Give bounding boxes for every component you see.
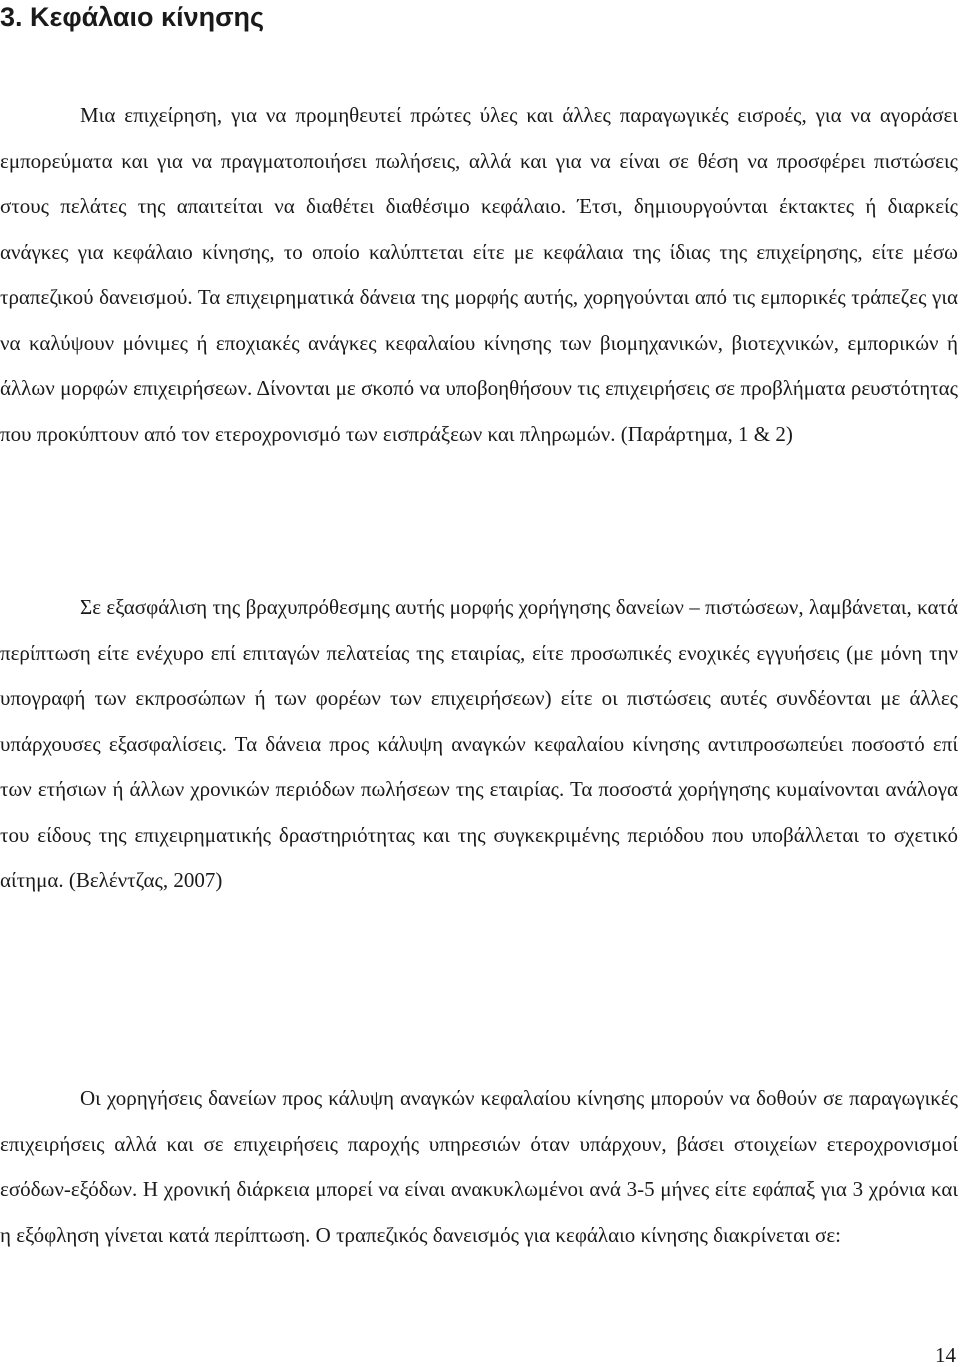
paragraph-collateral: Σε εξασφάλιση της βραχυπρόθεσμης αυτής μορφής χορήγησης δανείων – πιστώσεων, λαμβάνεται, κατά περίπτωση είτε ενέχυρο επί επιταγών πελατείας της εταιρίας, είτε προσωπικές ενοχικές εγγυήσεις (με μόνη την υπογραφή των εκπροσώπων ή των φορέων των επιχειρήσεων) είτε οι πιστώσεις αυτές συνδέονται με άλλες υπάρχουσες εξασφαλίσεις. Τα δάνεια προς κάλυψη αναγκών κεφαλαίου κίνησης αντιπροσωπεύει ποσοστό επί των ετήσιων ή άλλων χρονικών περιόδων πωλήσεων της εταιρίας. Τα ποσοστά χορήγησης κυμαίνονται ανάλογα του είδους της επιχειρηματικής δραστηριότητας και της συγκεκριμένης περιόδου που υποβάλλεται το σχετικό αίτημα. (Βελέντζας, 2007) [0, 595, 958, 892]
paragraph-working-capital-intro: Μια επιχείρηση, για να προμηθευτεί πρώτες ύλες και άλλες παραγωγικές εισροές, για να αγοράσει εμπορεύματα και για να πραγματοποιήσει πωλήσεις, αλλά και για να είναι σε θέση να προσφέρει πιστώσεις στους πελάτες της απαιτείται να διαθέτει διαθέσιμο κεφάλαιο. Έτσι, δημιουργούνται έκτακτες ή διαρκείς ανάγκες για κεφάλαιο κίνησης, το οποίο καλύπτεται είτε με κεφάλαια της ίδιας της επιχείρησης, είτε μέσω τραπεζικού δανεισμού. Τα επιχειρηματικά δάνεια της μορφής αυτής, χορηγούνται από τις εμπορικές τράπεζες για να καλύψουν μόνιμες ή εποχιακές ανάγκες κεφαλαίου κίνησης των βιομηχανικών, βιοτεχνικών, εμπορικών ή άλλων μορφών επιχειρήσεων. Δίνονται με σκοπό να υποβοηθήσουν τις επιχειρήσεις σε προβλήματα ρευστότητας που προκύπτουν από τον ετεροχρονισμό των εισπράξεων και πληρωμών. (Παράρτημα, 1 & 2) [0, 103, 958, 446]
section-heading: 3. Κεφάλαιο κίνησης [0, 2, 265, 32]
paragraph-loan-duration: Οι χορηγήσεις δανείων προς κάλυψη αναγκών κεφαλαίου κίνησης μπορούν να δοθούν σε παραγωγικές επιχειρήσεις αλλά και σε επιχειρήσεις παροχής υπηρεσιών όταν υπάρχουν, βάσει στοιχείων ετεροχρονισμοί εσόδων-εξόδων. Η χρονική διάρκεια μπορεί να είναι ανακυκλωμένοι ανά 3-5 μήνες είτε εφάπαξ για 3 χρόνια και η εξόφληση γίνεται κατά περίπτωση. Ο τραπεζικός δανεισμός για κεφάλαιο κίνησης διακρίνεται σε: [0, 1086, 958, 1247]
page-number: 14 [935, 1343, 956, 1367]
